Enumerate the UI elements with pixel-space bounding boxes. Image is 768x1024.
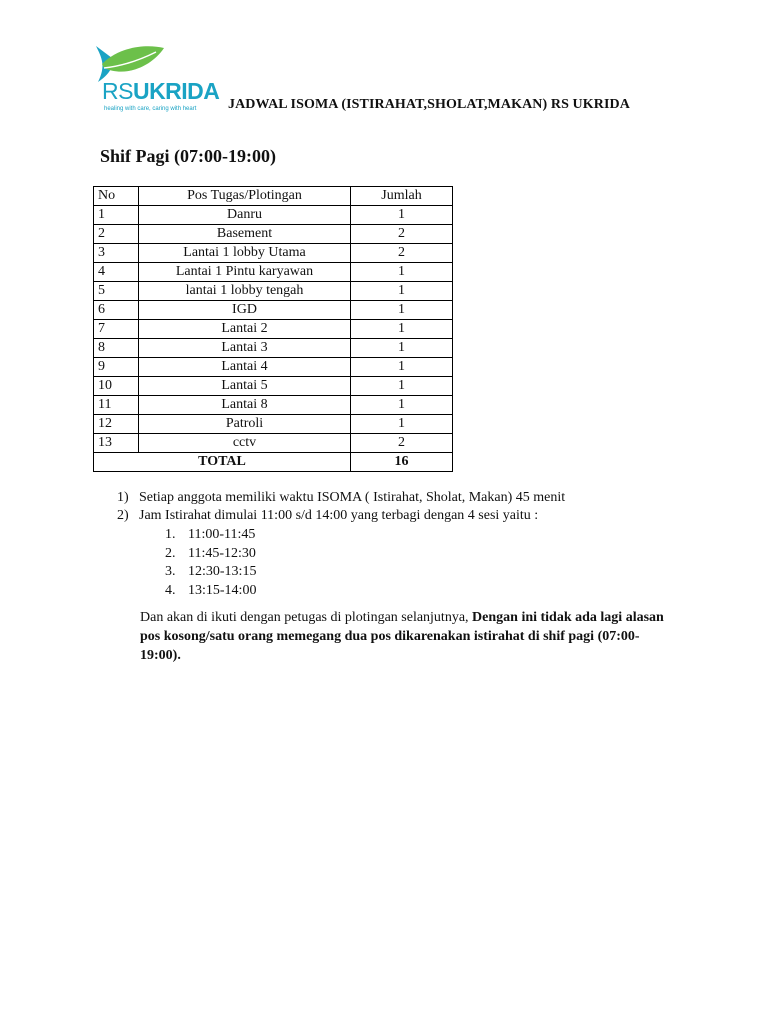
cell-pos: Lantai 4 bbox=[139, 358, 351, 377]
cell-no: 8 bbox=[94, 339, 139, 358]
cell-no: 7 bbox=[94, 320, 139, 339]
logo-prefix: RS bbox=[102, 78, 133, 104]
table-row bbox=[94, 415, 453, 434]
closing-normal-text: Dan akan di ikuti dengan petugas di plotingan selanjutnya, bbox=[140, 610, 473, 625]
table-row bbox=[94, 339, 453, 358]
header-pos: Pos Tugas/Plotingan bbox=[139, 187, 351, 206]
cell-no: 2 bbox=[94, 225, 139, 244]
session-list bbox=[165, 526, 256, 600]
cell-no: 9 bbox=[94, 358, 139, 377]
table-total-row bbox=[94, 453, 453, 472]
note-item bbox=[117, 507, 677, 525]
cell-jumlah: 1 bbox=[351, 282, 453, 301]
table-row bbox=[94, 225, 453, 244]
cell-pos: Lantai 3 bbox=[139, 339, 351, 358]
cell-jumlah: 1 bbox=[351, 377, 453, 396]
note-text: Setiap anggota memiliki waktu ISOMA ( Istirahat, Sholat, Makan) 45 menit bbox=[139, 490, 566, 505]
cell-pos: IGD bbox=[139, 301, 351, 320]
note-text: Jam Istirahat dimulai 11:00 s/d 14:00 yang terbagi dengan 4 sesi yaitu : bbox=[139, 508, 539, 523]
cell-jumlah: 1 bbox=[351, 396, 453, 415]
note-number: 2) bbox=[117, 508, 129, 523]
cell-pos: Danru bbox=[139, 206, 351, 225]
cell-no: 11 bbox=[94, 396, 139, 415]
cell-pos: Basement bbox=[139, 225, 351, 244]
total-value: 16 bbox=[351, 453, 453, 472]
cell-jumlah: 1 bbox=[351, 206, 453, 225]
table-row bbox=[94, 282, 453, 301]
cell-no: 1 bbox=[94, 206, 139, 225]
session-number: 2. bbox=[165, 545, 176, 561]
total-label: TOTAL bbox=[94, 453, 351, 472]
cell-pos: lantai 1 lobby tengah bbox=[139, 282, 351, 301]
session-time: 13:15-14:00 bbox=[188, 582, 257, 598]
table-row bbox=[94, 434, 453, 453]
cell-no: 13 bbox=[94, 434, 139, 453]
cell-jumlah: 2 bbox=[351, 244, 453, 263]
cell-no: 4 bbox=[94, 263, 139, 282]
cell-jumlah: 1 bbox=[351, 263, 453, 282]
schedule-table bbox=[93, 186, 453, 472]
session-item bbox=[165, 563, 256, 582]
shift-title: Shif Pagi (07:00-19:00) bbox=[100, 146, 276, 166]
note-item bbox=[117, 489, 677, 507]
table-row bbox=[94, 396, 453, 415]
header-no: No bbox=[94, 187, 139, 206]
table-row bbox=[94, 320, 453, 339]
cell-pos: Lantai 2 bbox=[139, 320, 351, 339]
cell-jumlah: 1 bbox=[351, 301, 453, 320]
notes-list bbox=[117, 489, 677, 525]
cell-jumlah: 1 bbox=[351, 339, 453, 358]
cell-pos: Lantai 1 Pintu karyawan bbox=[139, 263, 351, 282]
table-row bbox=[94, 263, 453, 282]
table-row bbox=[94, 244, 453, 263]
session-number: 4. bbox=[165, 582, 176, 598]
logo-brand: UKRIDA bbox=[132, 78, 220, 104]
logo-wordmark bbox=[102, 78, 219, 104]
cell-jumlah: 1 bbox=[351, 415, 453, 434]
cell-no: 6 bbox=[94, 301, 139, 320]
table-row bbox=[94, 377, 453, 396]
cell-pos: Patroli bbox=[139, 415, 351, 434]
note-number: 1) bbox=[117, 490, 129, 505]
session-time: 11:00-11:45 bbox=[188, 527, 256, 542]
cell-no: 10 bbox=[94, 377, 139, 396]
session-time: 11:45-12:30 bbox=[188, 545, 256, 561]
cell-jumlah: 1 bbox=[351, 320, 453, 339]
session-item bbox=[165, 582, 256, 601]
cell-pos: Lantai 8 bbox=[139, 396, 351, 415]
cell-jumlah: 2 bbox=[351, 434, 453, 453]
table-row bbox=[94, 358, 453, 377]
cell-no: 12 bbox=[94, 415, 139, 434]
closing-bold-text: Dengan ini tidak ada lagi alasan pos kosong/satu orang memegang dua pos dikarenakan istirahat di shif pagi (07:00-19:00). bbox=[140, 610, 664, 663]
cell-pos: cctv bbox=[139, 434, 351, 453]
session-time: 12:30-13:15 bbox=[188, 564, 257, 579]
session-number: 1. bbox=[165, 527, 176, 542]
cell-jumlah: 2 bbox=[351, 225, 453, 244]
closing-paragraph bbox=[140, 608, 680, 665]
cell-no: 5 bbox=[94, 282, 139, 301]
cell-no: 3 bbox=[94, 244, 139, 263]
session-item bbox=[165, 545, 256, 564]
cell-pos: Lantai 1 lobby Utama bbox=[139, 244, 351, 263]
cell-jumlah: 1 bbox=[351, 358, 453, 377]
logo-tagline: healing with care, caring with heart bbox=[104, 106, 197, 112]
cell-pos: Lantai 5 bbox=[139, 377, 351, 396]
table-row bbox=[94, 206, 453, 225]
session-number: 3. bbox=[165, 564, 176, 579]
header-jumlah: Jumlah bbox=[351, 187, 453, 206]
page-header-title: JADWAL ISOMA (ISTIRAHAT,SHOLAT,MAKAN) RS UKRIDA bbox=[228, 97, 630, 112]
table-header-row bbox=[94, 187, 453, 206]
session-item bbox=[165, 526, 256, 545]
table-row bbox=[94, 301, 453, 320]
rs-ukrida-logo bbox=[92, 44, 232, 114]
